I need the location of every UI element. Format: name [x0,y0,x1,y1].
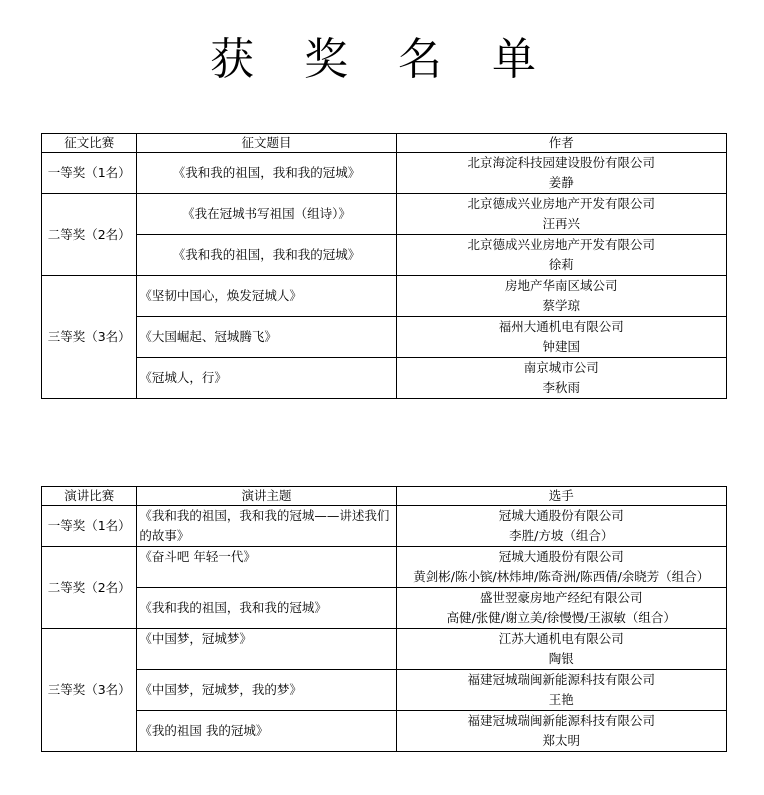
author-cell [396,358,726,399]
author-cell [396,153,726,194]
table-header-row [42,487,727,506]
contestant-cell [396,629,726,670]
header-contestant: 选手 [396,487,726,506]
author-cell [396,235,726,276]
header-topic: 征文题目 [137,134,396,153]
author-org: 福州大通机电有限公司 [498,319,624,334]
table-row [42,629,727,670]
author-org: 北京德成兴业房地产开发有限公司 [467,237,656,252]
table-row [42,711,727,752]
author-person: 汪再兴 [542,216,581,231]
contestant-org: 江苏大通机电有限公司 [498,631,624,646]
speech-topic: 《中国梦，冠城梦，我的梦》 [137,670,396,711]
table-row [42,588,727,629]
essay-topic: 《我在冠城书写祖国（组诗）》 [137,194,396,235]
contestant-cell [396,588,726,629]
table-row [42,153,727,194]
contestant-person: 陶银 [548,651,574,666]
contestant-cell [396,506,726,547]
header-topic: 演讲主题 [137,487,396,506]
author-org: 南京城市公司 [523,360,599,375]
contestant-org: 冠城大通股份有限公司 [498,549,624,564]
author-cell [396,276,726,317]
prize-first: 一等奖（1名） [42,506,137,547]
prize-third: 三等奖（3名） [42,629,137,752]
author-person: 钟建国 [542,339,581,354]
speech-topic: 《我和我的祖国，我和我的冠城》 [137,588,396,629]
prize-first: 一等奖（1名） [42,153,137,194]
author-person: 徐莉 [548,257,574,272]
contestant-person: 李胜/方坡（组合） [509,528,614,543]
essay-topic: 《冠城人，行》 [137,358,396,399]
speech-topic: 《中国梦，冠城梦》 [137,629,396,670]
prize-second: 二等奖（2名） [42,547,137,629]
prize-second: 二等奖（2名） [42,194,137,276]
contestant-person: 高健/张健/谢立美/徐慢慢/王淑敏（组合） [446,610,676,625]
author-cell [396,194,726,235]
prize-third: 三等奖（3名） [42,276,137,399]
author-person: 姜静 [548,175,574,190]
essay-topic: 《坚韧中国心，焕发冠城人》 [137,276,396,317]
essay-topic: 《我和我的祖国，我和我的冠城》 [137,235,396,276]
essay-topic: 《我和我的祖国，我和我的冠城》 [137,153,396,194]
contestant-person: 黄剑彬/陈小镔/林炜坤/陈奇洲/陈西倩/余晓芳（组合） [413,569,710,584]
contestant-cell [396,670,726,711]
contestant-person: 王艳 [548,692,574,707]
contestant-cell [396,711,726,752]
speech-topic: 《我和我的祖国，我和我的冠城——讲述我们的故事》 [137,506,396,547]
table-row [42,547,727,588]
contestant-org: 盛世翌豪房地产经纪有限公司 [480,590,643,605]
table-row [42,670,727,711]
table-row [42,276,727,317]
speech-topic: 《奋斗吧 年轻一代》 [137,547,396,588]
contestant-org: 福建冠城瑞闽新能源科技有限公司 [467,713,656,728]
header-category: 征文比赛 [42,134,137,153]
author-org: 北京海淀科技园建设股份有限公司 [467,155,656,170]
page-title: 获 奖 名 单 [210,34,554,85]
header-category: 演讲比赛 [42,487,137,506]
speech-topic: 《我的祖国 我的冠城》 [137,711,396,752]
table-row [42,317,727,358]
contestant-org: 福建冠城瑞闽新能源科技有限公司 [467,672,656,687]
author-person: 李秋雨 [542,380,581,395]
author-person: 蔡学琼 [542,298,581,313]
essay-topic: 《大国崛起、冠城腾飞》 [137,317,396,358]
author-org: 房地产华南区域公司 [505,278,618,293]
contestant-cell [396,547,726,588]
contestant-org: 冠城大通股份有限公司 [498,508,624,523]
contestant-person: 郑太明 [542,733,581,748]
table-row [42,506,727,547]
speech-award-table [41,486,727,752]
table-row [42,194,727,235]
table-row [42,235,727,276]
table-header-row [42,134,727,153]
author-cell [396,317,726,358]
header-author: 作者 [396,134,726,153]
author-org: 北京德成兴业房地产开发有限公司 [467,196,656,211]
essay-award-table [41,133,727,399]
table-row [42,358,727,399]
